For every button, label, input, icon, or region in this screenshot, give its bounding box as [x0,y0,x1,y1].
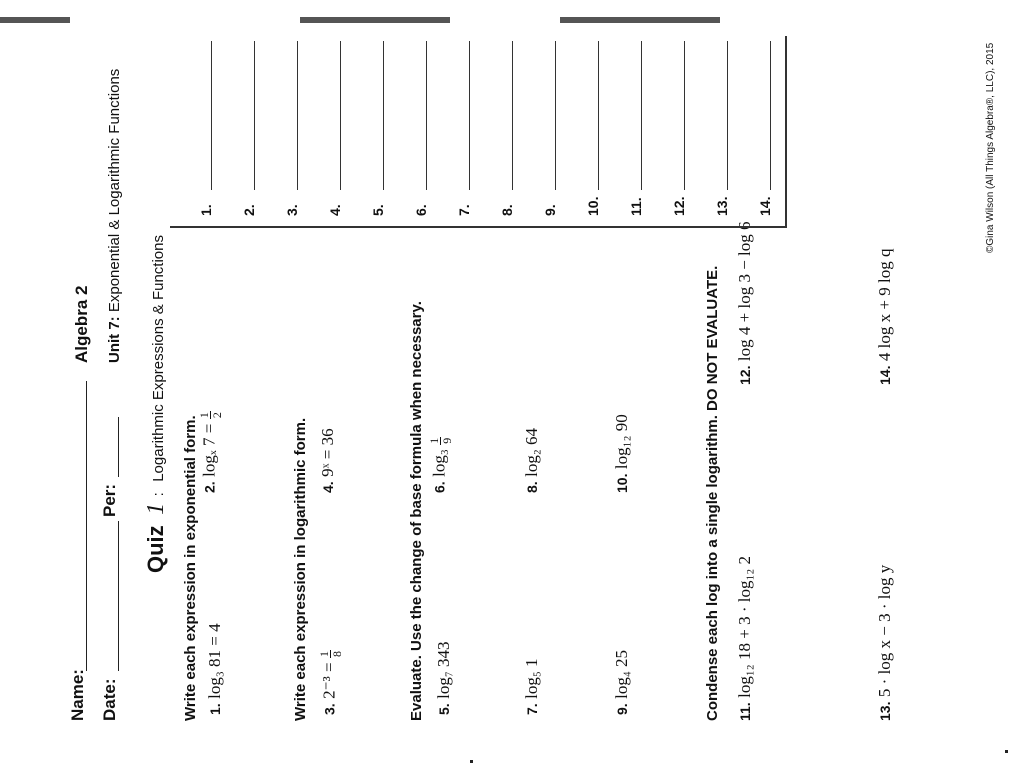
answer-7[interactable]: 7. [456,41,472,216]
section-evaluate: Evaluate. Use the change of base formula when necessary. [408,301,425,721]
problem-12: 12. log 4 + log 3 − log 6 [735,221,754,385]
name-field[interactable] [68,381,88,671]
problem-13: 13. 5 · log x − 3 · log y [875,564,894,721]
date-field[interactable] [100,521,120,671]
problem-3: 3. 2⁻³ = 1 8 [317,650,344,715]
period-field[interactable] [100,417,120,477]
problem-8: 8. log₂ 64 [522,427,541,493]
scan-edge [300,17,450,23]
per-label: Per: [100,483,119,517]
scan-speck [1005,750,1008,753]
problem-14: 14. 4 log x + 9 log q [875,248,894,385]
scan-edge [0,17,70,23]
answer-3[interactable]: 3. [284,41,300,216]
problem-4: 4. 9ˣ = 36 [318,428,337,493]
name-label: Name: [68,669,87,721]
section-condense: Condense each log into a single logarithm. DO NOT EVALUATE. [704,265,721,721]
answer-11[interactable]: 11. [628,41,644,216]
quiz-title: Quiz 1 : Logarithmic Expressions & Functions [143,235,169,573]
problem-7: 7. log₅ 1 [522,658,541,715]
unit-heading: Unit 7: Exponential & Logarithmic Functions [106,68,123,363]
quiz-subtitle: Logarithmic Expressions & Functions [150,235,167,482]
answer-4[interactable]: 4. [327,41,343,216]
scan-speck [470,760,473,763]
answer-10[interactable]: 10. [585,41,601,216]
answer-14[interactable]: 14. [757,41,773,216]
answer-8[interactable]: 8. [499,41,515,216]
problem-9: 9. log₄ 25 [612,649,631,715]
problem-6: 6. log₃ 1 9 [427,437,454,493]
problem-11: 11. log₁₂ 18 + 3 · log₁₂ 2 [735,555,754,721]
answer-1[interactable]: 1. [198,41,214,216]
quiz-number: 1 [143,502,169,515]
copyright: ©Gina Wilson (All Things Algebra®, LLC), 2015 [985,42,996,253]
problem-5: 5. log₇ 343 [434,641,453,715]
answer-5[interactable]: 5. [370,41,386,216]
answer-12[interactable]: 12. [671,41,687,216]
answer-13[interactable]: 13. [714,41,730,216]
section-logarithmic-form: Write each expression in logarithmic form. [292,417,309,721]
answer-2[interactable]: 2. [241,41,257,216]
problem-1: 1. log₃ 81 = 4 [205,623,224,715]
scan-edge [560,17,720,23]
date-label: Date: [100,678,119,721]
problem-2: 2. logₓ 7 = 1 2 [197,412,224,493]
answer-6[interactable]: 6. [413,41,429,216]
answer-box [170,36,787,228]
course-title: Algebra 2 [72,285,91,363]
answer-9[interactable]: 9. [542,41,558,216]
problem-10: 10. log₁₂ 90 [612,414,631,493]
section-exponential-form: Write each expression in exponential form. [182,415,199,721]
